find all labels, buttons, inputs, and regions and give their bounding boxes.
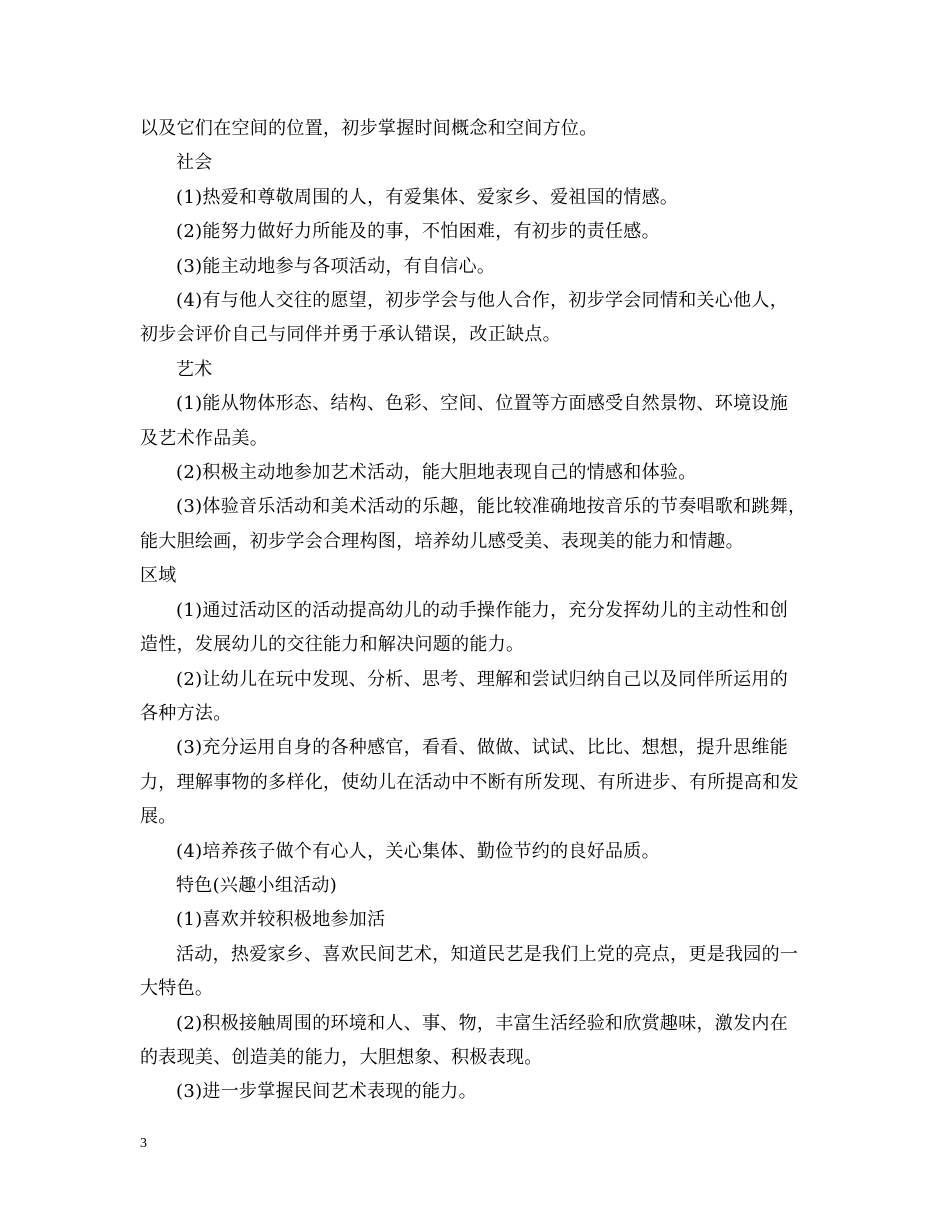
text-line: 能大胆绘画，初步学会合理构图，培养幼儿感受美、表现美的能力和情趣。 [140, 530, 744, 552]
text-line: (4)培养孩子做个有心人，关心集体、勤俭节约的良好品质。 [176, 840, 660, 862]
text-line: 造性，发展幼儿的交往能力和解决问题的能力。 [140, 634, 525, 656]
text-line: (2)积极接触周围的环境和人、事、物，丰富生活经验和欣赏趣味，激发内在 [176, 1012, 788, 1034]
text-line: (3)充分运用自身的各种感官，看看、做做、试试、比比、想想，提升思维能 [176, 737, 788, 759]
text-line: (3)能主动地参与各项活动，有自信心。 [176, 255, 496, 277]
text-line: (1)喜欢并较积极地参加活 [176, 909, 386, 931]
document-body [140, 112, 820, 1110]
text-line: 特色(兴趣小组活动) [176, 874, 338, 896]
text-line: 初步会评价自己与同伴并勇于承认错误，改正缺点。 [140, 324, 561, 346]
text-line: (1)热爱和尊敬周围的人，有爱集体、爱家乡、爱祖国的情感。 [176, 186, 679, 208]
text-line: (3)进一步掌握民间艺术表现的能力。 [176, 1081, 477, 1103]
text-line: (4)有与他人交往的愿望，初步学会与他人合作，初步学会同情和关心他人， [176, 290, 788, 312]
text-line: 各种方法。 [140, 702, 232, 724]
text-line: 力，理解事物的多样化，使幼儿在活动中不断有所发现、有所进步、有所提高和发 [140, 771, 799, 793]
text-line: 及艺术作品美。 [140, 427, 269, 449]
text-line: 以及它们在空间的位置，初步掌握时间概念和空间方位。 [140, 118, 598, 139]
text-line: (2)积极主动地参加艺术活动，能大胆地表现自己的情感和体验。 [176, 462, 697, 484]
text-line: 社会 [176, 152, 213, 174]
text-line: (2)让幼儿在玩中发现、分析、思考、理解和尝试归纳自己以及同伴所运用的 [176, 668, 788, 690]
text-line: (1)通过活动区的活动提高幼儿的动手操作能力，充分发挥幼儿的主动性和创 [176, 599, 788, 621]
text-line: 的表现美、创造美的能力，大胆想象、积极表现。 [140, 1046, 543, 1068]
text-line: 展。 [140, 806, 177, 828]
text-line: (1)能从物体形态、结构、色彩、空间、位置等方面感受自然景物、环境设施 [176, 393, 788, 415]
page-number: 3 [140, 1136, 147, 1151]
text-line: 区域 [140, 565, 177, 587]
text-line: 活动，热爱家乡、喜欢民间艺术，知道民艺是我们上党的亮点，更是我园的一 [176, 943, 799, 965]
text-line: 艺术 [176, 358, 213, 380]
text-line: (2)能努力做好力所能及的事，不怕困难，有初步的责任感。 [176, 221, 660, 243]
text-line: (3)体验音乐活动和美术活动的乐趣，能比较准确地按音乐的节奏唱歌和跳舞， [176, 496, 807, 518]
text-line: 大特色。 [140, 978, 214, 1000]
